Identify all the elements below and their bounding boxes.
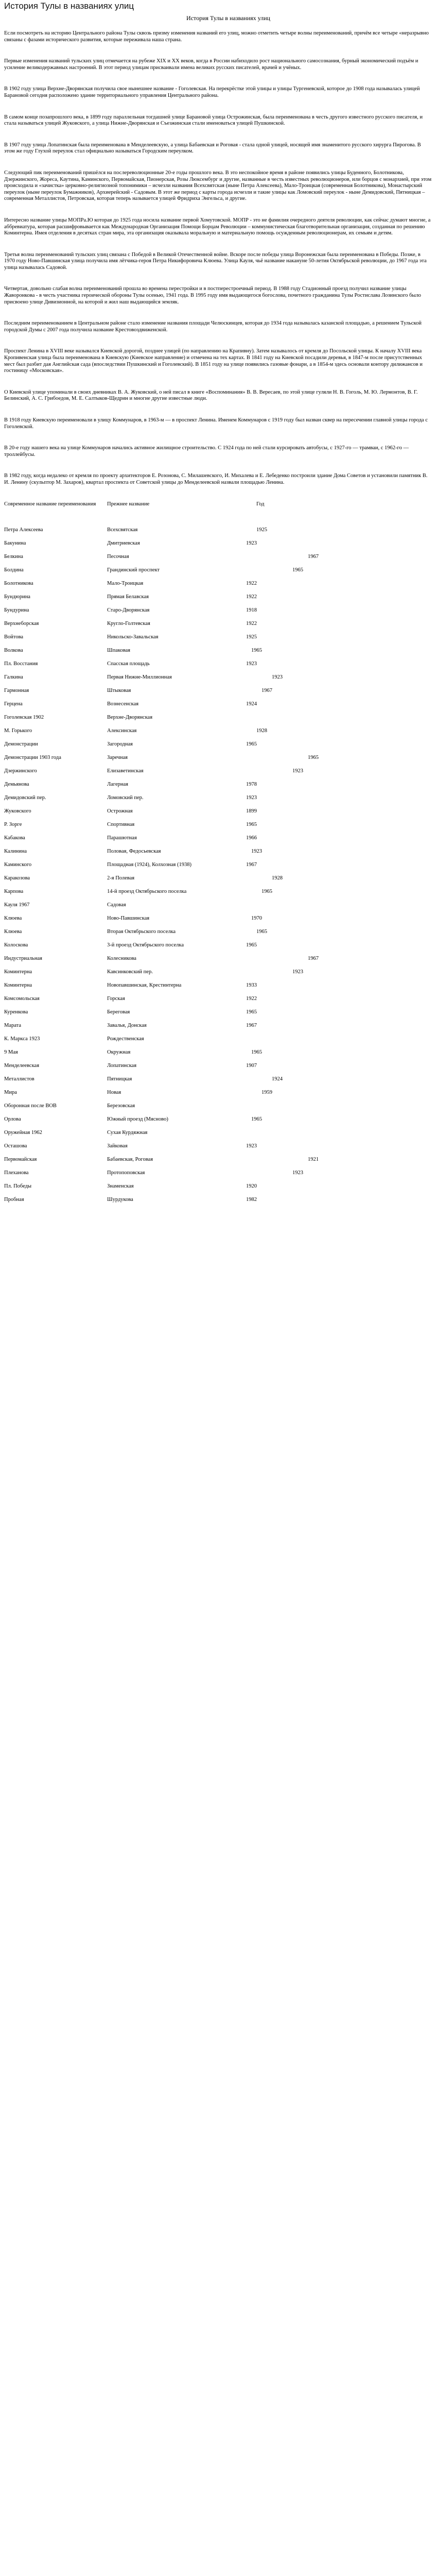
table-row — [4, 1197, 432, 1210]
current-street-name: Карпова — [4, 888, 24, 894]
current-street-name: Болотникова — [4, 580, 33, 586]
paragraph: В 1982 году, когда недалеко от кремля по проекту архитекторов Е. Розонова, С. Милашевского, И. Михалева и Е. Лебеденко построили здание Дома Советов и установили памятник В. И. Ленину (скульптор М. Захаров), квартал проспекта от Советской улицы до Менделеевской назвали площадью Ленина. — [4, 473, 428, 485]
rename-year: 1923 — [251, 848, 262, 854]
paragraph: Последним переименованием в Центральном районе стало изменение названия площади Челюскинцев, которая до 1934 года называлась казанской площадью, а решением Тульской городской Думы с 2007 года получила название Крестовоздвиженской. — [4, 320, 422, 333]
current-street-name: Плеханова — [4, 1170, 29, 1176]
rename-year: 1921 — [308, 1156, 319, 1162]
table-row — [4, 607, 432, 621]
current-street-name: Коминтерна — [4, 982, 32, 988]
former-street-name: Старо-Дворянская — [107, 607, 150, 613]
table-row — [4, 1116, 432, 1130]
former-street-name: Прямая Белавская — [107, 594, 149, 600]
former-street-name: Шурдукова — [107, 1196, 133, 1202]
former-street-name: 2-я Полевая — [107, 875, 135, 881]
paragraph: Четвертая, довольно слабая волна переименований прошла во времена перестройки и в постперестроечный период. В 1988 году Стадионный проезд получил название улицы Жаворонкова - в честь участника героической обороны Тулы осенью, 1941 года. В 1995 году имя выдающегося богослова, почетного гражданина Тулы Ростислава Лозинского было присвоено улице Дивизионной, на которой и жил наш выдающийся земляк. — [4, 286, 421, 305]
current-street-name: Клюева — [4, 915, 22, 921]
former-street-name: Острожная — [107, 808, 133, 814]
current-street-name: Коминтерна — [4, 969, 32, 975]
rename-year: 1925 — [256, 527, 267, 533]
rename-year: 1907 — [246, 1062, 257, 1069]
former-street-name: Первая Нижне-Миллионная — [107, 674, 172, 680]
current-street-name: Пробная — [4, 1196, 24, 1202]
former-street-name: Шпаковая — [107, 647, 130, 653]
current-street-name: Демонстрации — [4, 741, 38, 747]
table-row — [4, 996, 432, 1009]
rename-year: 1923 — [292, 768, 303, 774]
paragraph: В 1918 году Киевскую переименовали в улицу Коммунаров, в 1963-м — в проспект Ленина. Именем Коммунаров с 1919 году был назван сквер на пересечении главной улицы города с Гоголевской. — [4, 417, 428, 430]
table-row — [4, 929, 432, 942]
rename-year: 1965 — [251, 1049, 262, 1055]
former-street-name: Вторая Октябрьского поселка — [107, 928, 176, 935]
table-row — [4, 661, 432, 674]
current-street-name: Войтова — [4, 634, 24, 640]
current-street-name: Галкина — [4, 674, 23, 680]
rename-year: 1970 — [251, 915, 262, 921]
table-row — [4, 916, 432, 929]
current-street-name: Колоскова — [4, 942, 28, 948]
table-row — [4, 648, 432, 661]
former-street-name: Загородная — [107, 741, 133, 747]
paragraph: Интересно название улицы МОПРа.Ю которая до 1925 года носила название первой Хомутовской. МОПР - это не фамилия очередного деятеля революции, как сейчас думают многие, а аббревиатура, которая расшифровывается как Международная Организация Помощи Борцам Революции – коммунистическая благотворительная организация, созданная по решению Коминтерна. Имея отделения в десятках стран мира, эта организация оказывала моральную и материальную помощь осужденным революционерам, их семьям и детям. — [4, 217, 431, 236]
paragraph: Проспект Ленина в XVIII веке назывался Киевской дорогой, позднее улицей (по направлению на Крапивну). Затем называлось от кремля до Посольской улицы. К началу XVIII века Кропивенская улица была переименована в Киевскую (Киевское направление) и отмечена на тех картах. В 1841 году на Киевской посадили деревья, в 1847-м после присутственных мест был разбит дая Английская сада (впоследствии Пушкинский и Гоголевский). В 1851 году на улице появились газовые фонари, а в 1854-м здесь основали контору дилижансов и гостиницу «Московская». — [4, 348, 423, 374]
rename-year: 1966 — [246, 835, 257, 841]
former-street-name: Лагерная — [107, 781, 128, 787]
current-street-name: Клюева — [4, 928, 22, 935]
page-header-title: История Тулы в названиях улиц — [4, 1, 134, 11]
former-street-name: Никольско-Завальская — [107, 634, 159, 640]
table-row — [4, 1090, 432, 1103]
paragraph: О Киевской улице упоминали в своих дневниках В. А. Жуковский, о ней писал в книге «Воспоминания» В. В. Вересаев, по этой улице гуляли Н. В. Гоголь, М. Ю. Лермонтов, В. Г. Белинский, А. С. Грибоедов, М. Е. Салтыков-Щедрин и многие другие известные люди. — [4, 389, 418, 402]
table-row — [4, 849, 432, 862]
current-street-name: Демонстрации 1903 года — [4, 754, 61, 760]
former-street-name: Половая, Федосьевская — [107, 848, 161, 854]
page-header — [0, 0, 436, 12]
former-street-name: Ново-Павшинская — [107, 915, 150, 921]
rename-year: 1965 — [256, 928, 267, 935]
column-header-former: Прежнее название — [107, 501, 150, 507]
table-row — [4, 1063, 432, 1076]
current-street-name: Демьянова — [4, 781, 29, 787]
current-street-name: М. Горького — [4, 727, 32, 734]
current-street-name: Р. Зорге — [4, 821, 22, 827]
current-street-name: Куренкова — [4, 1009, 28, 1015]
table-row — [4, 581, 432, 594]
paragraph: В 1902 году улица Верхне-Дворянская получила свое нынешнее название - Гоголевская. На перекрёстке этой улицы и улицы Тургеневской, которое до 1908 года называлась улицей Барановой сегодня расположено здание территориального управления Центрального района. — [4, 86, 420, 98]
current-street-name: Гармонная — [4, 687, 29, 693]
current-street-name: 9 Мая — [4, 1049, 18, 1055]
document-title: История Тулы в названиях улиц — [186, 14, 270, 22]
table-row — [4, 1076, 432, 1090]
former-street-name: Рождественская — [107, 1036, 144, 1042]
table-row — [4, 822, 432, 835]
rename-year: 1924 — [246, 701, 257, 707]
rename-year: 1967 — [261, 687, 272, 693]
rename-year: 1965 — [251, 1116, 262, 1122]
rename-year: 1982 — [246, 1196, 257, 1202]
paragraph: Следующий пик переименований пришёлся на послереволюционные 20-е годы прошлого века. В это неспокойное время в районе появились улицы Буденного, Болотникова, Дзержинского, Жореса, Каутина, Каминского, Первомайская, Пионерская, Розы Люксембург и другие, названные в честь известных революционеров, или борцов с монархией, при этом происходила и «зачистка» церковно-религиозной топонимики – исчезли названия Всехсвятская (ныне Петра Алексеева), Мало-Троицкая (современная Болотникова), Монастырский переулок (ныне переулок Бумажников), Архиерейский - Садовым. В этот же период с карты города исчезли и такие улицы как Ломовский переулок - ныне Демидовский, Пятницкая – современная Металлистов, Петровская, которая теперь называется улицей Фридриха Энгельса, и другие. — [4, 170, 432, 202]
paragraph: Если посмотреть на историю Центрального района Тулы сквозь призму изменения названий его улиц, можно отметить четыре волны переименований, причём все четыре «неразрывно связаны с фазами исторического развития, которые переживала наша страна. — [4, 30, 429, 43]
rename-year: 1959 — [261, 1089, 272, 1095]
current-street-name: Кабакова — [4, 835, 25, 841]
rename-year: 1922 — [246, 594, 257, 600]
rename-year: 1923 — [246, 660, 257, 667]
rename-year: 1922 — [246, 580, 257, 586]
table-row — [4, 701, 432, 715]
former-street-name: Колесникова — [107, 955, 136, 961]
former-street-name: Протопоповская — [107, 1170, 145, 1176]
current-street-name: Белкина — [4, 553, 23, 560]
former-street-name: Мало-Троицкая — [107, 580, 144, 586]
table-row — [4, 715, 432, 728]
former-street-name: Сухая Курдяжная — [107, 1129, 148, 1136]
rename-year: 1923 — [292, 1170, 303, 1176]
table-row — [4, 1183, 432, 1197]
former-street-name: Кругло-Голтевская — [107, 620, 150, 626]
current-street-name: Демидовский пер. — [4, 794, 46, 801]
rename-year: 1967 — [308, 955, 319, 961]
table-row — [4, 875, 432, 889]
current-street-name: Болдина — [4, 567, 24, 573]
table-row — [4, 1049, 432, 1063]
current-street-name: Герцена — [4, 701, 23, 707]
former-street-name: Ломовский пер. — [107, 794, 144, 801]
table-row — [4, 621, 432, 634]
current-street-name: Первомайская — [4, 1156, 37, 1162]
paragraph: Первые изменения названий тульских улиц отмечается на рубеже XIX и XX веков, когда в России набиходило рост национального самосознания, бурный экономический подъём и усиление великодержавных настроений. В этот период улицам присваивали имена великих русских писателей, врачей и учёных. — [4, 58, 418, 71]
table-row — [4, 594, 432, 607]
rename-year: 1967 — [246, 861, 257, 868]
paragraph: В 20-е году нашего века на улице Коммунаров начались активное жилищное строительство. С 1924 года по ней стали курсировать автобусы, с 1927-го — трамваи, с 1962-го — троллейбусы. — [4, 445, 409, 457]
former-street-name: Новопавшинская, Крестинтерна — [107, 982, 182, 988]
table-row — [4, 1130, 432, 1143]
rename-year: 1978 — [246, 781, 257, 787]
former-street-name: Бабаевская, Роговая — [107, 1156, 153, 1162]
table-row — [4, 728, 432, 741]
former-street-name: Дмитриевская — [107, 540, 140, 546]
rename-year: 1923 — [292, 969, 303, 975]
article-body — [0, 30, 436, 486]
table-row — [4, 540, 432, 554]
table-row — [4, 768, 432, 782]
former-street-name: Новая — [107, 1089, 121, 1095]
current-street-name: Металлистов — [4, 1076, 34, 1082]
former-street-name: Верхне-Дворянская — [107, 714, 153, 720]
table-row — [4, 634, 432, 648]
rename-year: 1967 — [308, 553, 319, 560]
table-row — [4, 969, 432, 982]
current-street-name: Пл. Победы — [4, 1183, 32, 1189]
rename-year: 1918 — [246, 607, 257, 613]
table-row — [4, 808, 432, 822]
former-street-name: Спортивная — [107, 821, 135, 827]
table-row — [4, 1143, 432, 1157]
rename-year: 1923 — [272, 674, 283, 680]
table-row — [4, 1036, 432, 1049]
current-street-name: Петра Алексеева — [4, 527, 43, 533]
current-street-name: Бакунина — [4, 540, 26, 546]
column-header-year: Год — [256, 501, 265, 507]
column-header-current: Современное название переименования — [4, 501, 96, 507]
rename-year: 1933 — [246, 982, 257, 988]
rename-year: 1924 — [272, 1076, 283, 1082]
rename-year: 1899 — [246, 808, 257, 814]
table-row — [4, 755, 432, 768]
current-street-name: Осташова — [4, 1143, 27, 1149]
current-street-name: Волкова — [4, 647, 23, 653]
table-row — [4, 1103, 432, 1116]
former-street-name: 14-й проезд Октябрьского поселка — [107, 888, 187, 894]
table-row — [4, 942, 432, 956]
former-street-name: Березовская — [107, 1103, 135, 1109]
table-row — [4, 674, 432, 688]
table-row — [4, 956, 432, 969]
table-row — [4, 554, 432, 567]
table-row — [4, 982, 432, 996]
current-street-name: Гоголевская 1902 — [4, 714, 44, 720]
former-street-name: Площадная (1924), Колхозная (1938) — [107, 861, 191, 868]
current-street-name: Марата — [4, 1022, 22, 1028]
current-street-name: Оружейная 1962 — [4, 1129, 42, 1136]
table-row — [4, 795, 432, 808]
current-street-name: Бундурина — [4, 607, 29, 613]
current-street-name: Оборонная после ВОВ — [4, 1103, 57, 1109]
rename-year: 1923 — [246, 1143, 257, 1149]
rename-year: 1922 — [246, 995, 257, 1002]
current-street-name: Дзержинского — [4, 768, 37, 774]
former-street-name: Береговая — [107, 1009, 130, 1015]
rename-year: 1925 — [246, 634, 257, 640]
table-row — [4, 1157, 432, 1170]
current-street-name: К. Маркса 1923 — [4, 1036, 40, 1042]
table-row — [4, 782, 432, 795]
former-street-name: Садовая — [107, 902, 126, 908]
current-street-name: Пл. Восстания — [4, 660, 38, 667]
rename-year: 1965 — [308, 754, 319, 760]
rename-year: 1928 — [272, 875, 283, 881]
former-street-name: 3-й проезд Октябрьского поселка — [107, 942, 184, 948]
table-row — [4, 1009, 432, 1023]
rename-year: 1920 — [246, 1183, 257, 1189]
rename-year: 1967 — [246, 1022, 257, 1028]
table-row — [4, 1023, 432, 1036]
former-street-name: Заречная — [107, 754, 128, 760]
street-table — [4, 527, 432, 1210]
rename-year: 1965 — [292, 567, 303, 573]
former-street-name: Завалья, Донская — [107, 1022, 147, 1028]
rename-year: 1965 — [246, 821, 257, 827]
former-street-name: Зайковая — [107, 1143, 128, 1149]
former-street-name: Горская — [107, 995, 125, 1002]
former-street-name: Всехсвятская — [107, 527, 138, 533]
street-table-header — [4, 501, 432, 522]
former-street-name: Южный проезд (Мясново) — [107, 1116, 168, 1122]
current-street-name: Индустриальная — [4, 955, 42, 961]
rename-year: 1928 — [256, 727, 267, 734]
former-street-name: Парашютная — [107, 835, 137, 841]
current-street-name: Бундюрина — [4, 594, 30, 600]
former-street-name: Кавсинковский пер. — [107, 969, 153, 975]
table-row — [4, 1170, 432, 1183]
former-street-name: Пятницкая — [107, 1076, 132, 1082]
table-row — [4, 688, 432, 701]
former-street-name: Лопатинская — [107, 1062, 137, 1069]
table-row — [4, 527, 432, 540]
table-row — [4, 862, 432, 875]
former-street-name: Штыковая — [107, 687, 131, 693]
table-row — [4, 835, 432, 849]
current-street-name: Комсомольская — [4, 995, 40, 1002]
rename-year: 1965 — [251, 647, 262, 653]
table-row — [4, 902, 432, 916]
paragraph: В 1907 году улица Лопатинская была переименована в Менделеевскую, а улица Бабаевская и Роговая - стала одной улицей, носящей имя знаменитого русского хирурга Пирогова. В этом же году Глухой переулок стал официально называться Городским переулком. — [4, 142, 421, 155]
table-row — [4, 567, 432, 581]
current-street-name: Мира — [4, 1089, 17, 1095]
paragraph: Третья волна переименований тульских улиц связана с Победой в Великой Отечественной войне. Вскоре после победы улица Воронежская была переименована в Победы. Позже, в 1970 году Ново-Павшинская улица получила имя лётчика-героя Петра Никифоровича Клюева. Улица Кауля, чьё название накануне 50-летия Октябрьской революции, до 1967 года эта улица называлась Садовой. — [4, 251, 427, 270]
former-street-name: Знаменская — [107, 1183, 134, 1189]
current-street-name: Каракозова — [4, 875, 30, 881]
current-street-name: Каминского — [4, 861, 32, 868]
table-row — [4, 741, 432, 755]
rename-year: 1965 — [246, 1009, 257, 1015]
rename-year: 1965 — [246, 741, 257, 747]
former-street-name: Спасская площадь — [107, 660, 150, 667]
table-row — [4, 889, 432, 902]
current-street-name: Кауля 1967 — [4, 902, 30, 908]
former-street-name: Окружная — [107, 1049, 131, 1055]
former-street-name: Грандинский проспект — [107, 567, 160, 573]
former-street-name: Песочная — [107, 553, 129, 560]
rename-year: 1923 — [246, 540, 257, 546]
current-street-name: Жуковского — [4, 808, 31, 814]
rename-year: 1965 — [246, 942, 257, 948]
rename-year: 1923 — [246, 794, 257, 801]
paragraph: В самом конце позапрошлого века, в 1899 году параллельная тогдашней улице Барановой улица Острожинская, была переименована в честь другого известного русского писателя, и стала называться улицей Жуковского, а улица Нижне-Дворянская и Съезжинская стали именоваться улицей Пушкинской. — [4, 114, 423, 127]
current-street-name: Орлова — [4, 1116, 21, 1122]
current-street-name: Верхнеборская — [4, 620, 39, 626]
current-street-name: Калинина — [4, 848, 27, 854]
rename-year: 1922 — [246, 620, 257, 626]
rename-year: 1965 — [261, 888, 272, 894]
current-street-name: Менделеевская — [4, 1062, 40, 1069]
former-street-name: Вознесенская — [107, 701, 139, 707]
former-street-name: Елизаветинская — [107, 768, 144, 774]
former-street-name: Алексинская — [107, 727, 137, 734]
